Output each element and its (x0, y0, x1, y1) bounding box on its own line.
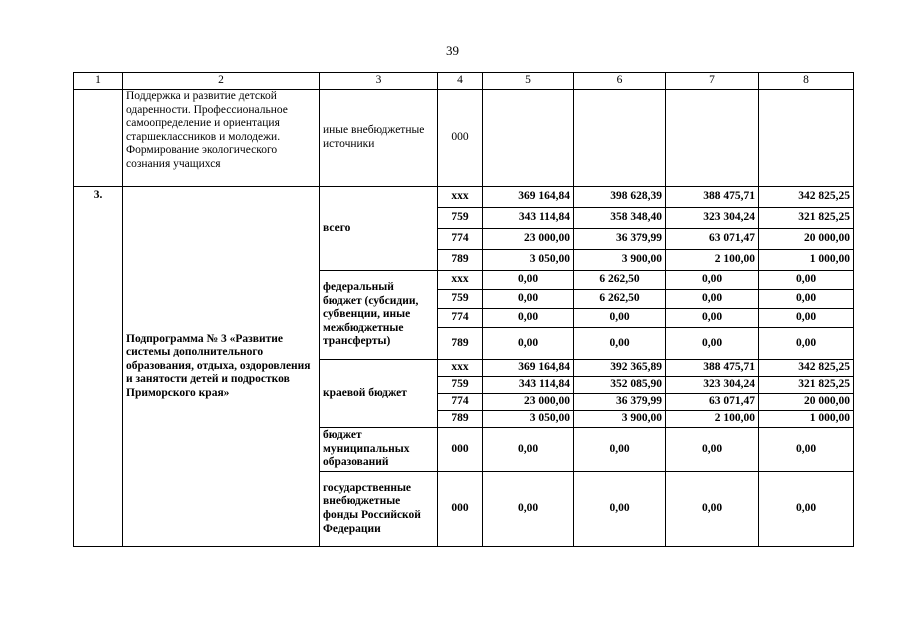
header-cell: 1 (74, 73, 123, 90)
value-cell: 3 900,00 (574, 411, 666, 428)
funding-source-regional: краевой бюджет (320, 360, 438, 428)
value-cell: 63 071,47 (666, 394, 759, 411)
value-cell: 0,00 (666, 290, 759, 309)
value-cell: 3 050,00 (483, 250, 574, 271)
value-cell: 321 825,25 (759, 208, 854, 229)
code-cell: 789 (438, 328, 483, 360)
funding-source-municipal: бюджет муниципальных образований (320, 428, 438, 472)
row-number-cell (74, 90, 123, 187)
value-cell: 2 100,00 (666, 250, 759, 271)
value-cell (759, 90, 854, 187)
value-cell: 0,00 (666, 309, 759, 328)
code-cell: 774 (438, 229, 483, 250)
value-cell: 0,00 (483, 290, 574, 309)
funding-source-state-funds: государственные внебюджетные фонды Российской Федерации (320, 472, 438, 547)
header-cell: 4 (438, 73, 483, 90)
value-cell: 0,00 (483, 309, 574, 328)
code-cell: 774 (438, 394, 483, 411)
header-cell: 2 (123, 73, 320, 90)
value-cell: 36 379,99 (574, 394, 666, 411)
code-cell: xxx (438, 360, 483, 377)
code-cell: 000 (438, 428, 483, 472)
subprogram-name-cell: Подпрограмма № 3 «Развитие системы дополнительного образования, отдыха, оздоровления и занятости детей и подростков Приморского края» (123, 187, 320, 547)
value-cell: 0,00 (483, 271, 574, 290)
budget-table (73, 72, 854, 547)
value-cell: 343 114,84 (483, 377, 574, 394)
header-cell: 6 (574, 73, 666, 90)
value-cell: 0,00 (483, 472, 574, 547)
value-cell (574, 90, 666, 187)
value-cell: 0,00 (759, 271, 854, 290)
value-cell: 342 825,25 (759, 187, 854, 208)
value-cell: 1 000,00 (759, 250, 854, 271)
value-cell: 3 900,00 (574, 250, 666, 271)
value-cell: 321 825,25 (759, 377, 854, 394)
table-row (74, 187, 854, 208)
value-cell: 398 628,39 (574, 187, 666, 208)
value-cell: 0,00 (574, 309, 666, 328)
value-cell: 388 475,71 (666, 360, 759, 377)
value-cell: 0,00 (759, 428, 854, 472)
value-cell: 6 262,50 (574, 290, 666, 309)
value-cell: 342 825,25 (759, 360, 854, 377)
value-cell: 0,00 (666, 271, 759, 290)
value-cell: 0,00 (759, 309, 854, 328)
value-cell: 0,00 (574, 428, 666, 472)
value-cell: 392 365,89 (574, 360, 666, 377)
value-cell: 0,00 (759, 290, 854, 309)
code-cell: 759 (438, 208, 483, 229)
funding-source-cell: иные внебюджетные источники (320, 90, 438, 187)
value-cell: 0,00 (759, 472, 854, 547)
value-cell: 358 348,40 (574, 208, 666, 229)
funding-source-total: всего (320, 187, 438, 271)
value-cell: 323 304,24 (666, 208, 759, 229)
value-cell: 1 000,00 (759, 411, 854, 428)
code-cell: xxx (438, 271, 483, 290)
code-cell: 000 (438, 472, 483, 547)
value-cell: 36 379,99 (574, 229, 666, 250)
value-cell: 388 475,71 (666, 187, 759, 208)
value-cell: 0,00 (483, 328, 574, 360)
code-cell: 759 (438, 377, 483, 394)
value-cell: 6 262,50 (574, 271, 666, 290)
value-cell: 0,00 (574, 328, 666, 360)
page-number: 39 (446, 43, 459, 58)
value-cell (483, 90, 574, 187)
value-cell: 323 304,24 (666, 377, 759, 394)
row-number-cell: 3. (74, 187, 123, 547)
value-cell: 369 164,84 (483, 187, 574, 208)
code-cell: 774 (438, 309, 483, 328)
value-cell: 352 085,90 (574, 377, 666, 394)
value-cell: 3 050,00 (483, 411, 574, 428)
value-cell: 0,00 (666, 472, 759, 547)
value-cell: 23 000,00 (483, 229, 574, 250)
value-cell: 0,00 (666, 428, 759, 472)
code-cell: xxx (438, 187, 483, 208)
value-cell: 2 100,00 (666, 411, 759, 428)
funding-source-federal: федеральный бюджет (субсидии, субвенции, иные межбюджетные трансферты) (320, 271, 438, 360)
code-cell: 789 (438, 411, 483, 428)
value-cell: 0,00 (759, 328, 854, 360)
value-cell: 23 000,00 (483, 394, 574, 411)
code-cell: 000 (438, 90, 483, 187)
value-cell: 0,00 (666, 328, 759, 360)
activity-name-cell: Поддержка и развитие детской одаренности. Профессиональное самоопределение и ориентация старшеклассников и молодежи. Формирование экологического сознания учащихся (123, 90, 320, 187)
code-cell: 759 (438, 290, 483, 309)
header-cell: 8 (759, 73, 854, 90)
header-cell: 7 (666, 73, 759, 90)
header-cell: 3 (320, 73, 438, 90)
value-cell: 63 071,47 (666, 229, 759, 250)
value-cell: 20 000,00 (759, 394, 854, 411)
value-cell (666, 90, 759, 187)
code-cell: 789 (438, 250, 483, 271)
value-cell: 369 164,84 (483, 360, 574, 377)
header-row (74, 73, 854, 90)
table-row-previous (74, 90, 854, 187)
header-cell: 5 (483, 73, 574, 90)
value-cell: 0,00 (483, 428, 574, 472)
value-cell: 343 114,84 (483, 208, 574, 229)
value-cell: 0,00 (574, 472, 666, 547)
value-cell: 20 000,00 (759, 229, 854, 250)
